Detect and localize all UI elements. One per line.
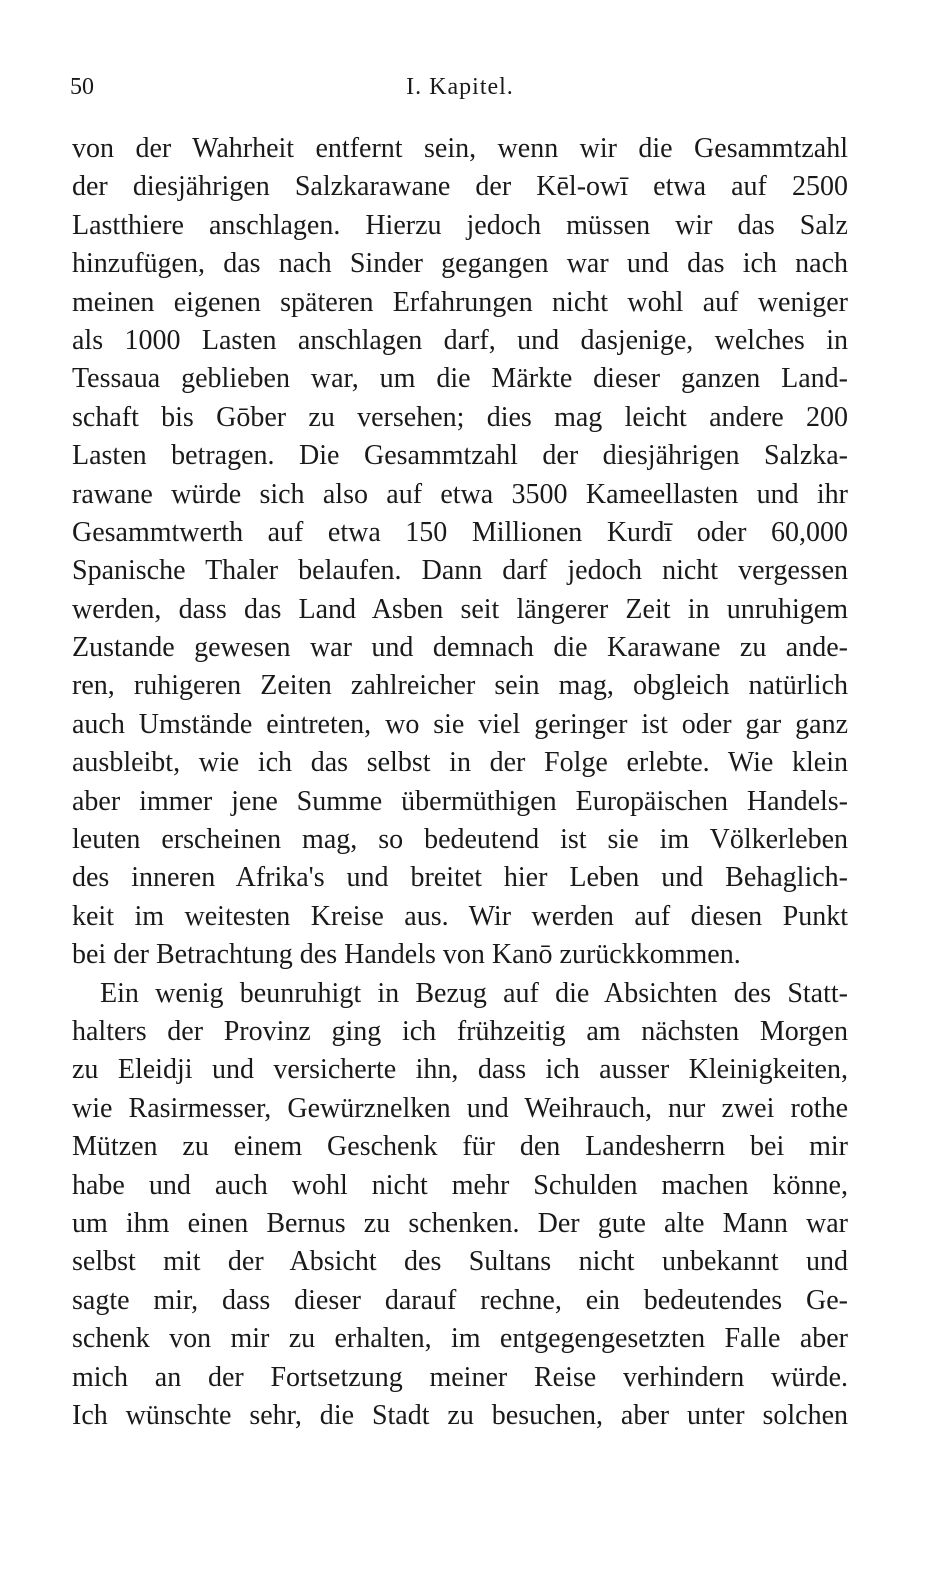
text-line: Mützen zu einem Geschenk für den Landesherrn bei mir [72,1131,848,1163]
text-line: Lasten betragen. Die Gesammtzahl der diesjährigen Salzka- [72,440,848,472]
text-line: zu Eleidji und versicherte ihn, dass ich ausser Kleinigkeiten, [72,1054,848,1086]
text-line: werden, dass das Land Asben seit längerer Zeit in unruhigem [72,593,848,625]
text-line: mich an der Fortsetzung meiner Reise verhindern würde. [72,1361,848,1393]
text-line: Spanische Thaler belaufen. Dann darf jedoch nicht vergessen [72,555,848,587]
text-line: halters der Provinz ging ich frühzeitig am nächsten Morgen [72,1015,848,1047]
text-line: ausbleibt, wie ich das selbst in der Folge erlebte. Wie klein [72,747,848,779]
text-line: des inneren Afrika's und breitet hier Leben und Behaglich- [72,862,848,894]
page-number: 50 [70,74,94,100]
text-line: schaft bis Gōber zu versehen; dies mag leicht andere 200 [72,401,848,433]
text-line: Ein wenig beunruhigt in Bezug auf die Absichten des Statt- [100,977,848,1009]
page-body [72,130,848,1435]
text-line: von der Wahrheit entfernt sein, wenn wir die Gesammtzahl [72,133,848,164]
text-line: auch Umstände eintreten, wo sie viel geringer ist oder gar ganz [72,708,848,740]
text-line: schenk von mir zu erhalten, im entgegengesetzten Falle aber [72,1323,848,1355]
text-line: selbst mit der Absicht des Sultans nicht unbekannt und [72,1246,848,1278]
text-line: der diesjährigen Salzkarawane der Kēl-owī etwa auf 2500 [72,171,848,203]
text-line: aber immer jene Summe übermüthigen Europäischen Handels- [72,785,848,817]
text-line: rawane würde sich also auf etwa 3500 Kameellasten und ihr [72,478,848,510]
text-line: sagte mir, dass dieser darauf rechne, ein bedeutendes Ge- [72,1284,848,1316]
text-line: wie Rasirmesser, Gewürznelken und Weihrauch, nur zwei rothe [72,1092,848,1124]
text-line: meinen eigenen späteren Erfahrungen nicht wohl auf weniger [72,286,848,318]
text-line: als 1000 Lasten anschlagen darf, und dasjenige, welches in [72,324,848,356]
page-header [70,74,850,114]
text-line: um ihm einen Bernus zu schenken. Der gute alte Mann war [72,1207,848,1239]
running-head: I. Kapitel. [406,74,514,100]
text-line: Zustande gewesen war und demnach die Karawane zu ande- [72,632,848,664]
text-line: Gesammtwerth auf etwa 150 Millionen Kurdī oder 60,000 [72,516,848,548]
text-line: keit im weitesten Kreise aus. Wir werden auf diesen Punkt [72,900,848,932]
text-line: Ich wünschte sehr, die Stadt zu besuchen, aber unter solchen [72,1399,848,1431]
text-line: leuten erscheinen mag, so bedeutend ist sie im Völkerleben [72,824,848,856]
text-line: habe und auch wohl nicht mehr Schulden machen könne, [72,1169,848,1201]
text-line: Lastthiere anschlagen. Hierzu jedoch müssen wir das Salz [72,209,848,241]
text-line: hinzufügen, das nach Sinder gegangen war und das ich nach [72,248,848,280]
text-line: bei der Betrachtung des Handels von Kanō zurückkommen. [72,939,741,971]
text-line: ren, ruhigeren Zeiten zahlreicher sein mag, obgleich natürlich [72,670,848,702]
text-line: Tessaua geblieben war, um die Märkte dieser ganzen Land- [72,363,848,395]
